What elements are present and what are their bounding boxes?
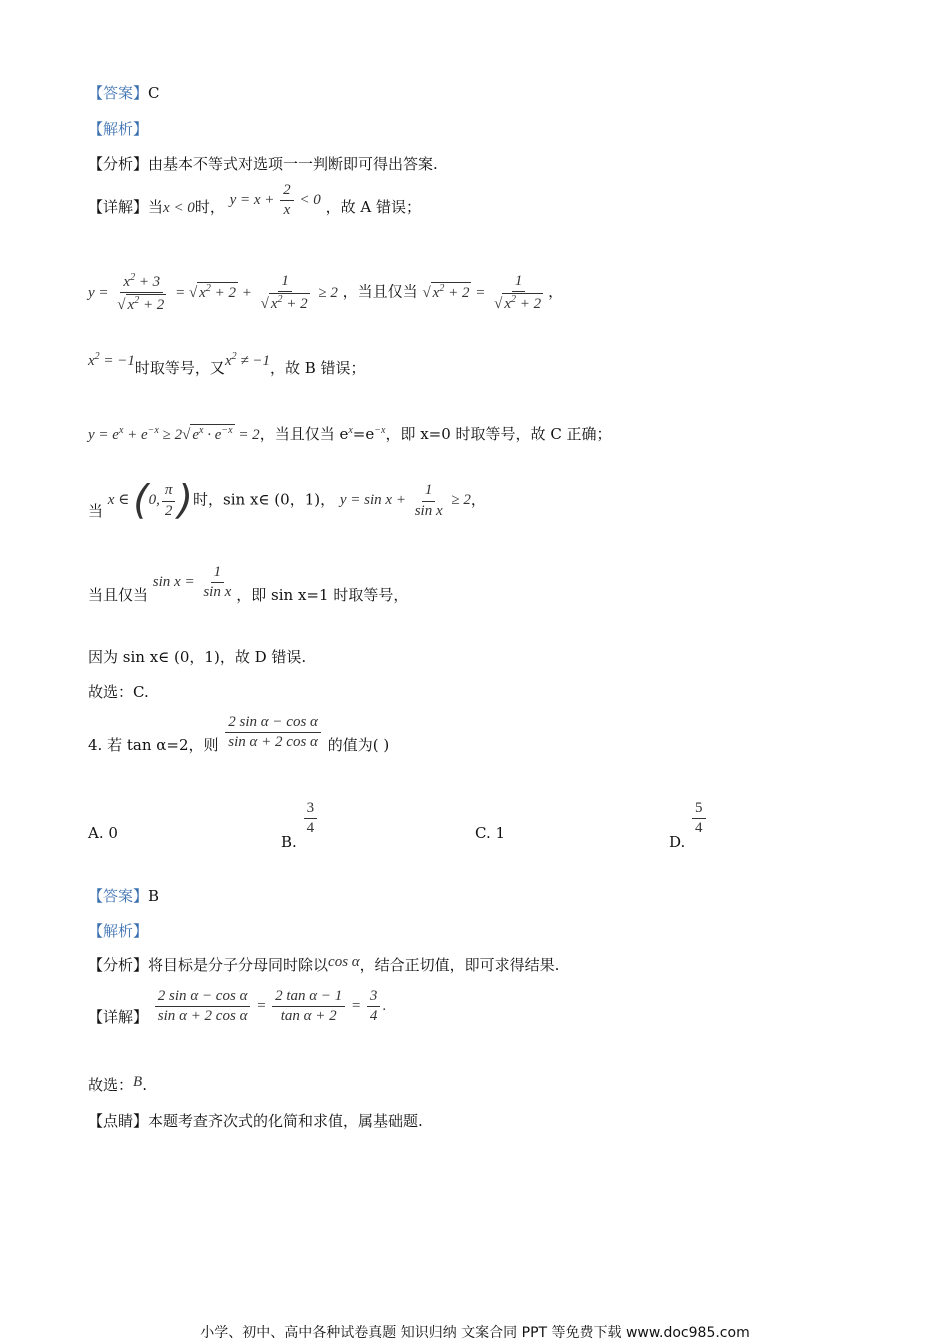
q4-analysis-tag: 【解析】	[88, 922, 149, 940]
detail-c-line: $y = e^x + e^{-x} \ge 2√$ $e^x \cdot e^{-x} = 2$，当且仅当 $e^x=e^{-x}$，即 x=0 时取等号，故 C 正确；	[88, 425, 612, 443]
cos-alpha: cos α	[328, 954, 360, 970]
formula-b: y = $\frac{x^2 + 3}{√ x^2 + 2}$ = √ $x^2 + 2$ + $\frac{1}{√ x^2 + 2}$ ≥ 2	[88, 272, 338, 314]
q4-fenxi-line: 【分析】将目标是分子分母同时除以cos α，结合正切值，即可求得结果.	[88, 954, 560, 974]
cond-x-neg: x < 0	[163, 200, 195, 217]
q4-detail-line: 【详解】 $\frac{\text{2 sin α − cos α}}{\text{sin α + 2 cos α}}$ = $\frac{\text{2 tan α − 1}}{\text{tan α + 2}}$ = $\frac{3}{4}$ .	[88, 988, 387, 1027]
q4-answer-line: 【答案】B	[88, 887, 160, 905]
fenxi-tag: 【分析】	[88, 155, 149, 173]
detail-d2-line: 当且仅当 sin x = $\frac{1}{\text{sin x}}$ ，即 sin x=1 时取等号，	[88, 564, 409, 605]
option-c[interactable]: C. 1	[475, 824, 506, 842]
detail-tag: 【详解】	[88, 198, 149, 217]
formula-b-eq: √ $x^2 + 2$ = $\frac{1}{√ x^2 + 2}$	[422, 273, 542, 313]
footer: 小学、初中、高中各种试卷真题 知识归纳 文案合同 PPT 等免费下载 www.doc985.com	[200, 1325, 750, 1341]
answer-line	[88, 82, 160, 103]
choose-line: 故选：C.	[88, 683, 149, 701]
q4-answer-value: B	[148, 887, 160, 905]
choose-b: B	[133, 1074, 143, 1090]
answer-value: C	[148, 84, 160, 102]
detail-d3-line: 因为 sin x∈ (0，1)，故 D 错误.	[88, 648, 307, 666]
formula-d-domain: x ∈ (0, $\frac{\pi}{2}$ )	[107, 478, 194, 524]
detail-a-line: 【详解】当x < 0时， y = x + $\frac{2}{x}$ < 0 ，故 A 错误；	[88, 182, 421, 219]
q4-dianjing-line: 【点睛】本题考查齐次式的化简和求值，属基础题.	[88, 1112, 423, 1130]
detail-b-line: y = $\frac{x^2 + 3}{√ x^2 + 2}$ = √ $x^2 + 2$ + $\frac{1}{√ x^2 + 2}$ ≥ 2 ，当且仅当 √ $x^2 + 2$ = $\frac{1}{√ x^2 + 2}$ ，	[88, 272, 564, 314]
answer-tag: 【答案】	[88, 84, 149, 102]
option-a[interactable]: A. 0	[88, 824, 118, 842]
q4-detail-formula: $\frac{\text{2 sin α − cos α}}{\text{sin α + 2 cos α}}$ = $\frac{\text{2 tan α − 1}}{\text{tan α + 2}}$ = $\frac{3}{4}$	[153, 998, 383, 1014]
fenxi-text: 由基本不等式对选项一一判断即可得出答案.	[148, 155, 438, 173]
q4-choose-line: 故选：B.	[88, 1074, 147, 1094]
option-b[interactable]: B. $\frac{3}{4}$	[281, 800, 319, 838]
q4-stem: 4. 若 tan α=2，则 $\frac{\text{2 sin α − cos α}}{\text{sin α + 2 cos α}}$ 的值为( )	[88, 714, 390, 755]
detail-b2-line: $x^2 = -1$时取等号，又$x^2 \ne -1$，故 B 错误；	[88, 351, 366, 377]
formula-d2: sin x = $\frac{1}{\text{sin x}}$	[152, 564, 232, 601]
detail-d-line: 当 x ∈ (0, $\frac{\pi}{2}$ )时，sin x∈ (0，1)， y = sin x + $\frac{1}{\text{sin x}}$ ≥ 2，	[88, 478, 486, 524]
analysis-tag: 【解析】	[88, 120, 149, 138]
option-d[interactable]: D. $\frac{5}{4}$	[669, 800, 708, 838]
formula-d: y = sin x + $\frac{1}{\text{sin x}}$ ≥ 2	[339, 482, 471, 519]
q4-expression: $\frac{\text{2 sin α − cos α}}{\text{sin α + 2 cos α}}$	[223, 724, 323, 740]
formula-a: y = x + $\frac{2}{x}$ < 0	[229, 182, 321, 219]
formula-c: $y = e^x + e^{-x} \ge 2√$ $e^x \cdot e^{-x} = 2$	[88, 425, 260, 443]
formula-x2-neq: $x^2 \ne -1$	[224, 351, 270, 369]
fenxi-line	[88, 153, 438, 174]
formula-x2-neg1: $x^2 = -1$	[88, 351, 135, 369]
